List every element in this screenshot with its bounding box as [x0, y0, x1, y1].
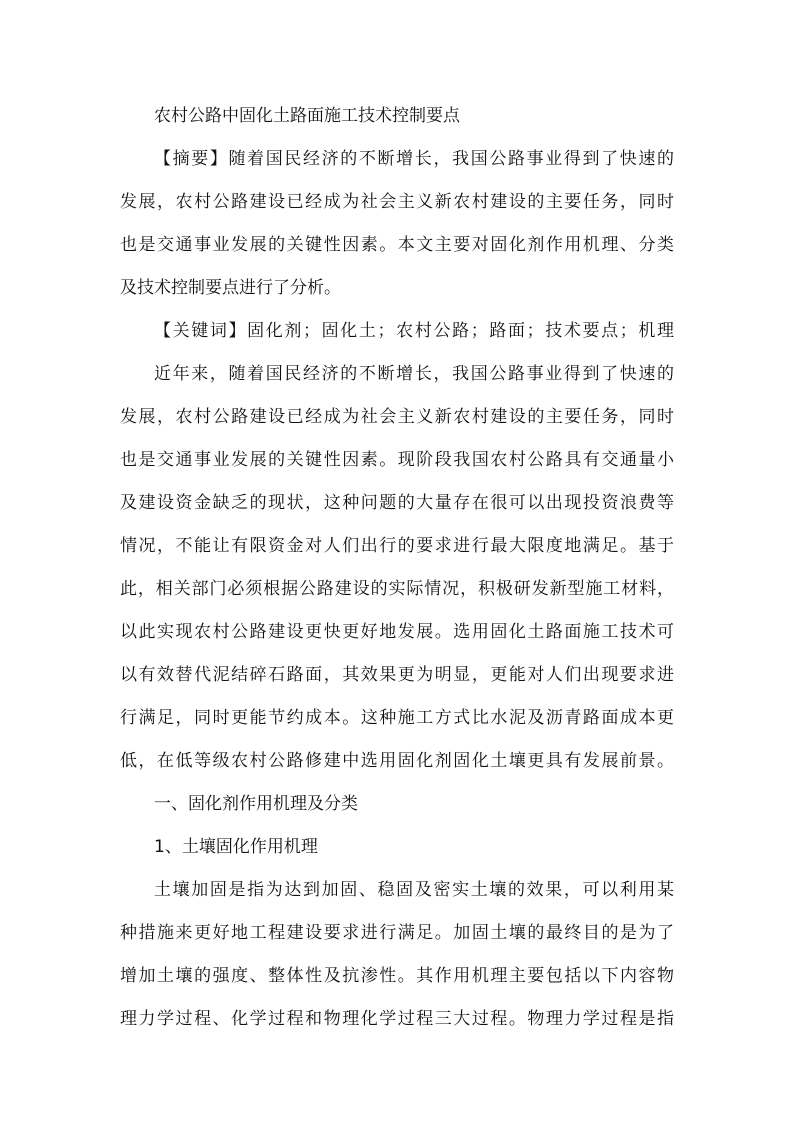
paragraph-line: 增加土壤的强度、整体性及抗渗性。其作用机理主要包括以下内容物 [120, 966, 674, 986]
paragraph-line: 发展，农村公路建设已经成为社会主义新农村建设的主要任务，同时 [120, 407, 674, 427]
paragraph-line: 情况，不能让有限资金对人们出行的要求进行最大限度地满足。基于 [120, 536, 674, 556]
keywords: 【关键词】固化剂；固化土；农村公路；路面；技术要点；机理 [154, 321, 674, 341]
paragraph-line: 以此实现农村公路建设更快更好地发展。选用固化土路面施工技术可 [120, 622, 674, 642]
subsection-heading: 1、土壤固化作用机理 [154, 837, 318, 857]
abstract-line: 及技术控制要点进行了分析。 [120, 278, 341, 298]
paragraph-line: 以有效替代泥结碎石路面，其效果更为明显，更能对人们出现要求进 [120, 665, 674, 685]
paragraph-line: 低，在低等级农村公路修建中选用固化剂固化土壤更具有发展前景。 [120, 751, 674, 771]
paragraph-line: 种措施来更好地工程建设要求进行满足。加固土壤的最终目的是为了 [120, 923, 674, 943]
abstract-line: 发展，农村公路建设已经成为社会主义新农村建设的主要任务，同时 [120, 192, 674, 212]
paragraph-line: 近年来，随着国民经济的不断增长，我国公路事业得到了快速的 [154, 364, 674, 384]
paragraph-line: 也是交通事业发展的关键性因素。现阶段我国农村公路具有交通量小 [120, 450, 674, 470]
paragraph-line: 及建设资金缺乏的现状，这种问题的大量存在很可以出现投资浪费等 [120, 493, 674, 513]
abstract-line: 【摘要】随着国民经济的不断增长，我国公路事业得到了快速的 [154, 149, 674, 169]
paragraph-line: 行满足，同时更能节约成本。这种施工方式比水泥及沥青路面成本更 [120, 708, 674, 728]
paragraph-line: 理力学过程、化学过程和物理化学过程三大过程。物理力学过程是指 [120, 1009, 674, 1029]
section-heading: 一、固化剂作用机理及分类 [154, 794, 358, 814]
document-title: 农村公路中固化土路面施工技术控制要点 [154, 106, 460, 126]
abstract-line: 也是交通事业发展的关键性因素。本文主要对固化剂作用机理、分类 [120, 235, 674, 255]
paragraph-line: 土壤加固是指为达到加固、稳固及密实土壤的效果，可以利用某 [154, 880, 674, 900]
paragraph-line: 此，相关部门必须根据公路建设的实际情况，积极研发新型施工材料， [120, 579, 674, 599]
